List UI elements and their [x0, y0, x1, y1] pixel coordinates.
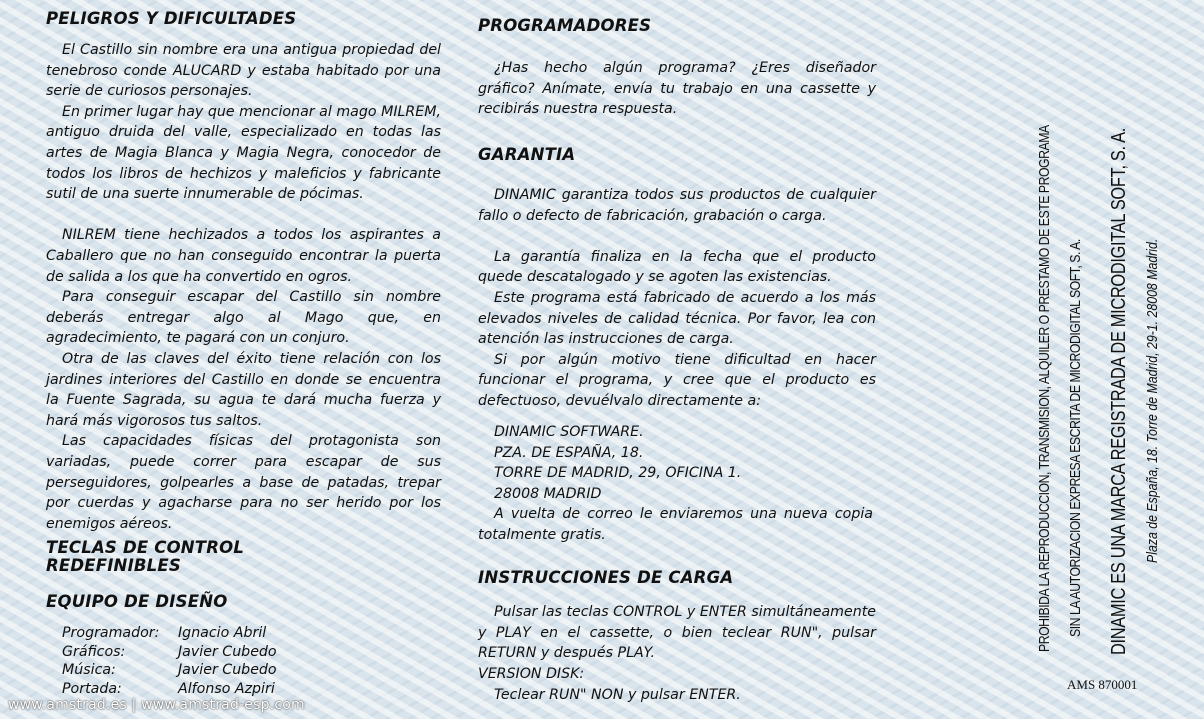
instrucciones-heading: INSTRUCCIONES DE CARGA	[478, 568, 734, 587]
credit-row	[62, 624, 277, 643]
programadores-text: ¿Has hecho algún programa? ¿Eres diseñador gráfico? Anímate, envía tu trabajo en una cassette y recibirás nuestra respuesta.	[478, 60, 876, 118]
peligros-paragraph-3: NILREM tiene hechizados a todos los aspirantes a Caballero que no han conseguido encontrar la puerta de salida a los que ha convertido en ogros.	[46, 227, 441, 285]
credit-role: Gráficos:	[62, 643, 126, 660]
teclas-heading-line2: REDEFINIBLES	[46, 556, 181, 575]
website-watermark: www.amstrad.es | www.amstrad-esp.com	[8, 697, 305, 713]
garantia-paragraph-3: Este programa está fabricado de acuerdo a los más elevados niveles de calidad técnica. Por favor, lea con atención las instrucciones de carga.	[478, 290, 876, 348]
trademark-notice: DINAMIC ES UNA MARCA REGISTRADA DE MICRODIGITAL SOFT, S. A.	[1107, 128, 1130, 655]
credit-row	[62, 680, 277, 699]
return-text: A vuelta de correo le enviaremos una nueva copia totalmente gratis.	[478, 506, 873, 543]
version-disk-label: VERSION DISK:	[478, 666, 585, 682]
address-line: DINAMIC SOFTWARE.	[494, 424, 644, 440]
credit-name: Ignacio Abril	[178, 625, 267, 641]
credit-row	[62, 643, 277, 662]
credit-name: Javier Cubedo	[178, 662, 277, 678]
product-code: AMS 870001	[1067, 677, 1138, 692]
peligros-paragraph-6: Las capacidades físicas del protagonista son variadas, puede correr para escapar de sus perseguidores, golpearles a base de patadas, trepar por cuerdas y agacharse para no ser herido por los enemigos aéreos.	[46, 433, 441, 532]
legal-notice-line1: PROHIBIDA LA REPRODUCCION, TRANSMISION, ALQUILER O PRESTAMO DE ESTE PROGRAMA	[1036, 125, 1053, 652]
peligros-paragraph-2: En primer lugar hay que mencionar al mago MILREM, antiguo druida del valle, especializado en todas las artes de Magia Blanca y Magia Negra, conocedor de todos los libros de hechizos y maleficios y fabricante sutil de una suerte innumerable de pócimas.	[46, 103, 441, 203]
address-line: TORRE DE MADRID, 29, OFICINA 1.	[494, 465, 742, 482]
credit-row	[62, 661, 277, 680]
peligros-paragraph-1: El Castillo sin nombre era una antigua propiedad del tenebroso conde ALUCARD y estaba habitado por una serie de curiosos personajes.	[46, 42, 441, 100]
peligros-paragraph-5: Otra de las claves del éxito tiene relación con los jardines interiores del Castillo en donde se encuentra la Fuente Sagrada, su agua te dará mucha fuerza y hará más vigorosos tus saltos.	[46, 351, 441, 429]
address-line: 28008 MADRID	[494, 485, 602, 502]
peligros-paragraph-4: Para conseguir escapar del Castillo sin nombre deberás entregar algo al Mago que, en agradecimiento, te pagará con un conjuro.	[46, 289, 441, 347]
equipo-heading: EQUIPO DE DISEÑO	[46, 592, 228, 611]
garantia-paragraph-2: La garantía finaliza en la fecha que el producto quede descatalogado y se agoten las existencias.	[478, 248, 876, 286]
peligros-heading: PELIGROS Y DIFICULTADES	[46, 9, 297, 28]
disk-instructions: Teclear RUN" NON y pulsar ENTER.	[494, 687, 741, 703]
address-line: PZA. DE ESPAÑA, 18.	[494, 444, 644, 461]
instrucciones-text: Pulsar las teclas CONTROL y ENTER simultáneamente y PLAY en el cassette, o bien teclear RUN", pulsar RETURN y después PLAY.	[478, 604, 876, 662]
company-address: Plaza de España, 18. Torre de Madrid, 29-1. 28008 Madrid.	[1145, 238, 1161, 563]
credit-role: Música:	[62, 662, 116, 678]
garantia-heading: GARANTIA	[478, 145, 576, 164]
garantia-paragraph-1: DINAMIC garantiza todos sus productos de cualquier fallo o defecto de fabricación, grabación o carga.	[478, 187, 876, 224]
credits-list	[62, 624, 277, 698]
credit-role: Programador:	[62, 625, 160, 641]
programadores-heading: PROGRAMADORES	[478, 16, 652, 35]
credit-name: Alfonso Azpiri	[178, 680, 275, 697]
credit-name: Javier Cubedo	[178, 643, 277, 660]
teclas-heading-line1: TECLAS DE CONTROL	[46, 538, 245, 557]
legal-notice-line2: SIN LA AUTORIZACION EXPRESA ESCRITA DE MICRODIGITAL SOFT, S. A.	[1067, 239, 1084, 637]
garantia-paragraph-4: Si por algún motivo tiene dificultad en hacer funcionar el programa, y cree que el producto es defectuoso, devuélvalo directamente a:	[478, 351, 876, 409]
credit-role: Portada:	[62, 680, 122, 697]
